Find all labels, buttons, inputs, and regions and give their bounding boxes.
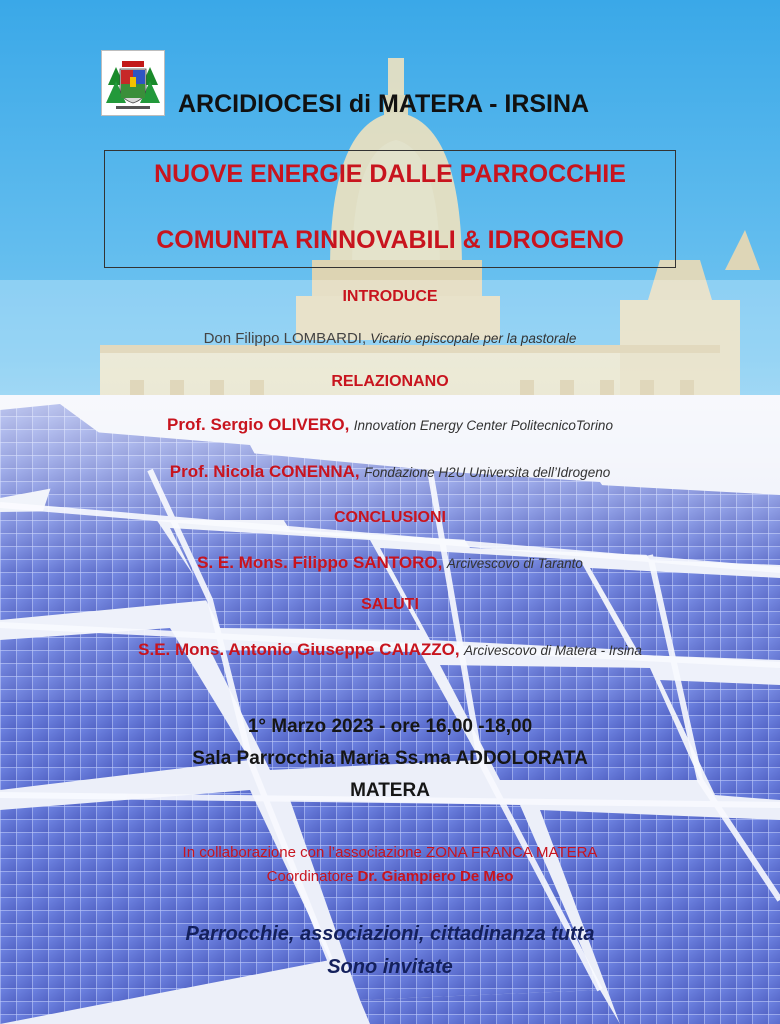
- invitation-line2: Sono invitate: [327, 956, 453, 978]
- event-title-line2: COMUNITA RINNOVABILI & IDROGENO: [156, 226, 624, 254]
- event-city: MATERA: [350, 780, 430, 801]
- speaker1-name: Prof. Sergio OLIVERO,: [167, 415, 350, 434]
- conclusions-line: [0, 553, 780, 573]
- greetings-name: S.E. Mons. Antonio Giuseppe CAIAZZO,: [138, 640, 460, 659]
- speaker2-line: [0, 462, 780, 482]
- collaboration-note: In collaborazione con l’associazione ZONA FRANCA MATERA: [182, 844, 598, 861]
- speaker2-name: Prof. Nicola CONENNA,: [169, 462, 360, 481]
- speaker1-role: Innovation Energy Center PolitecnicoTorino: [353, 418, 613, 433]
- introducer-name: Don Filippo LOMBARDI,: [203, 330, 367, 347]
- event-date-time: 1° Marzo 2023 - ore 16,00 -18,00: [247, 716, 533, 737]
- archdiocese-logo: [101, 50, 165, 116]
- speaker1-line: [0, 415, 780, 435]
- event-venue: Sala Parrocchia Maria Ss.ma ADDOLORATA: [192, 748, 588, 769]
- invitation-line1: Parrocchie, associazioni, cittadinanza tutta: [185, 923, 595, 945]
- conclusions-name: S. E. Mons. Filippo SANTORO,: [197, 553, 443, 572]
- introduce-heading: INTRODUCE: [342, 288, 438, 305]
- greetings-heading: SALUTI: [361, 596, 419, 613]
- conclusions-role: Arcivescovo di Taranto: [446, 556, 583, 571]
- greetings-line: [0, 640, 780, 660]
- coordinator-name: Dr. Giampiero De Meo: [357, 868, 514, 885]
- organization-name: ARCIDIOCESI di MATERA - IRSINA: [178, 90, 590, 118]
- event-title-line1: NUOVE ENERGIE DALLE PARROCCHIE: [154, 160, 626, 188]
- introducer-line: [0, 330, 780, 347]
- speaker2-role: Fondazione H2U Universita dell’Idrogeno: [364, 465, 611, 480]
- greetings-role: Arcivescovo di Matera - Irsina: [464, 643, 642, 658]
- speakers-heading: RELAZIONANO: [331, 373, 449, 390]
- archdiocese-coat-of-arms-icon: [102, 51, 164, 115]
- conclusions-heading: CONCLUSIONI: [334, 509, 446, 526]
- introducer-role: Vicario episcopale per la pastorale: [370, 331, 577, 346]
- coordinator-label: Coordinatore: [266, 868, 354, 885]
- coordinator-line: [0, 868, 780, 885]
